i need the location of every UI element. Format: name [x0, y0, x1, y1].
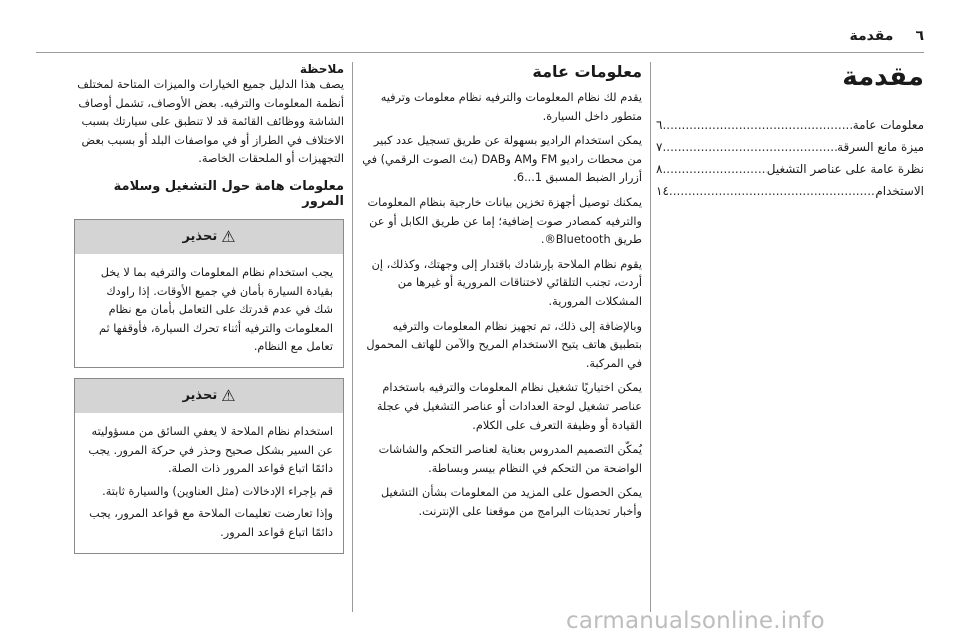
warning-header	[75, 220, 343, 254]
table-of-contents	[656, 114, 924, 202]
warning-triangle-icon: ⚠	[221, 385, 236, 405]
toc-entry[interactable]	[656, 114, 924, 136]
paragraph: وبالإضافة إلى ذلك، تم تجهيز نظام المعلومات والترفيه بتطبيق هاتف يتيح الاستخدام المريح والآمن للهاتف المحمول في المركبة.	[366, 319, 642, 370]
paragraph: يقوم نظام الملاحة بإرشادك باقتدار إلى وجهتك، وكذلك، إن أردت، تجنب التلقائي لاختناقات المرورية أو غيرها من المشكلات المرورية.	[371, 257, 642, 308]
safety-column	[74, 62, 344, 564]
chapter-column	[656, 62, 924, 202]
toc-entry[interactable]	[656, 136, 924, 158]
toc-leader	[669, 180, 875, 202]
warning-title: تحذير	[182, 229, 218, 245]
column-divider	[650, 62, 651, 612]
toc-entry-page: ١٤	[656, 184, 669, 198]
toc-leader	[662, 136, 837, 158]
toc-leader	[662, 114, 852, 136]
warning-text: قم بإجراء الإدخالات (مثل العناوين) والسيارة ثابتة.	[102, 484, 333, 498]
column-divider	[352, 62, 353, 612]
paragraph: يُمكّن التصميم المدروس بعناية لعناصر التحكم والشاشات الواضحة من التحكم في النظام بيسر وبساطة.	[378, 443, 642, 475]
safety-title: معلومات هامة حول التشغيل وسلامة المرور	[113, 178, 344, 209]
site-watermark: carmanualsonline.info	[566, 608, 825, 634]
warning-text: استخدام نظام الملاحة لا يعفي السائق من مسؤوليته عن السير بشكل صحيح وحذر في حركة المرور. يجب دائمًا اتباع قواعد المرور ذات الصلة.	[88, 424, 333, 476]
warning-body	[75, 413, 343, 553]
warning-body	[75, 254, 343, 367]
header-page-number: ٦	[915, 28, 924, 44]
paragraph: يمكن استخدام الراديو بسهولة عن طريق تسجيل عدد كبير من محطات راديو FM وAM وDAB (بث الصوت الرقمي) في أزرار الضبط المسبق 1...6.	[362, 134, 642, 185]
note-text: يصف هذا الدليل جميع الخيارات والميزات المتاحة لمختلف أنظمة المعلومات والترفيه. بعض الأوصاف، تشمل أوصاف الشاشة ووظائف القائمة قد لا تنطبق على سيارتك بسبب الاختلاف في الطراز أو في مواصفات البلد أو بسبب بعض التجهيزات أو الملحقات الخاصة.	[77, 78, 344, 166]
warning-text: يجب استخدام نظام المعلومات والترفيه بما لا يخل بقيادة السيارة بأمان في جميع الأوقات. إذا راودك شك في عدم قدرتك على التعامل بأمان مع نظام المعلومات والترفيه أثناء تحرك السيارة، فأوقفها ثم تعامل مع النظام.	[98, 265, 333, 354]
chapter-title: مقدمة	[842, 62, 924, 92]
toc-entry-label: نظرة عامة على عناصر التشغيل	[766, 162, 924, 176]
paragraph: يمكنك توصيل أجهزة تخزين بيانات خارجية بنظام المعلومات والترفيه كمصادر صوت إضافية؛ إما عن طريق الكابل أو عن طريق Bluetooth®.	[367, 195, 642, 247]
paragraph: يقدم لك نظام المعلومات والترفيه نظام معلومات وترفيه متطور داخل السيارة.	[380, 91, 642, 123]
running-header	[624, 28, 924, 44]
header-divider	[36, 52, 924, 53]
toc-leader	[662, 158, 766, 180]
warning-box	[74, 219, 344, 368]
toc-entry-label: الاستخدام	[875, 184, 924, 198]
toc-entry[interactable]	[656, 180, 924, 202]
warning-triangle-icon: ⚠	[221, 226, 236, 246]
warning-title: تحذير	[182, 388, 218, 404]
warning-box	[74, 378, 344, 554]
section-title: معلومات عامة	[532, 62, 642, 81]
toc-entry-label: معلومات عامة	[852, 118, 924, 132]
paragraph: يمكن اختياريًا تشغيل نظام المعلومات والترفيه باستخدام عناصر تشغيل لوحة العدادات أو عناصر التشغيل في عجلة القيادة أو وظيفة التعرف على الكلام.	[376, 381, 642, 432]
warning-text: وإذا تعارضت تعليمات الملاحة مع قواعد المرور، يجب دائمًا اتباع قواعد المرور.	[89, 507, 333, 539]
general-info-column	[362, 62, 642, 527]
header-title: مقدمة	[849, 28, 894, 44]
toc-entry-label: ميزة مانع السرقة	[837, 140, 924, 154]
toc-entry-page: ٧	[656, 140, 663, 154]
toc-entry-page: ٦	[656, 118, 663, 132]
note-title: ملاحظة	[299, 62, 344, 76]
toc-entry-page: ٨	[656, 162, 663, 176]
toc-entry[interactable]	[656, 158, 924, 180]
paragraph: يمكن الحصول على المزيد من المعلومات بشأن التشغيل وأخبار تحديثات البرامج من موقعنا على الإنترنت.	[380, 486, 642, 518]
warning-header	[75, 379, 343, 413]
